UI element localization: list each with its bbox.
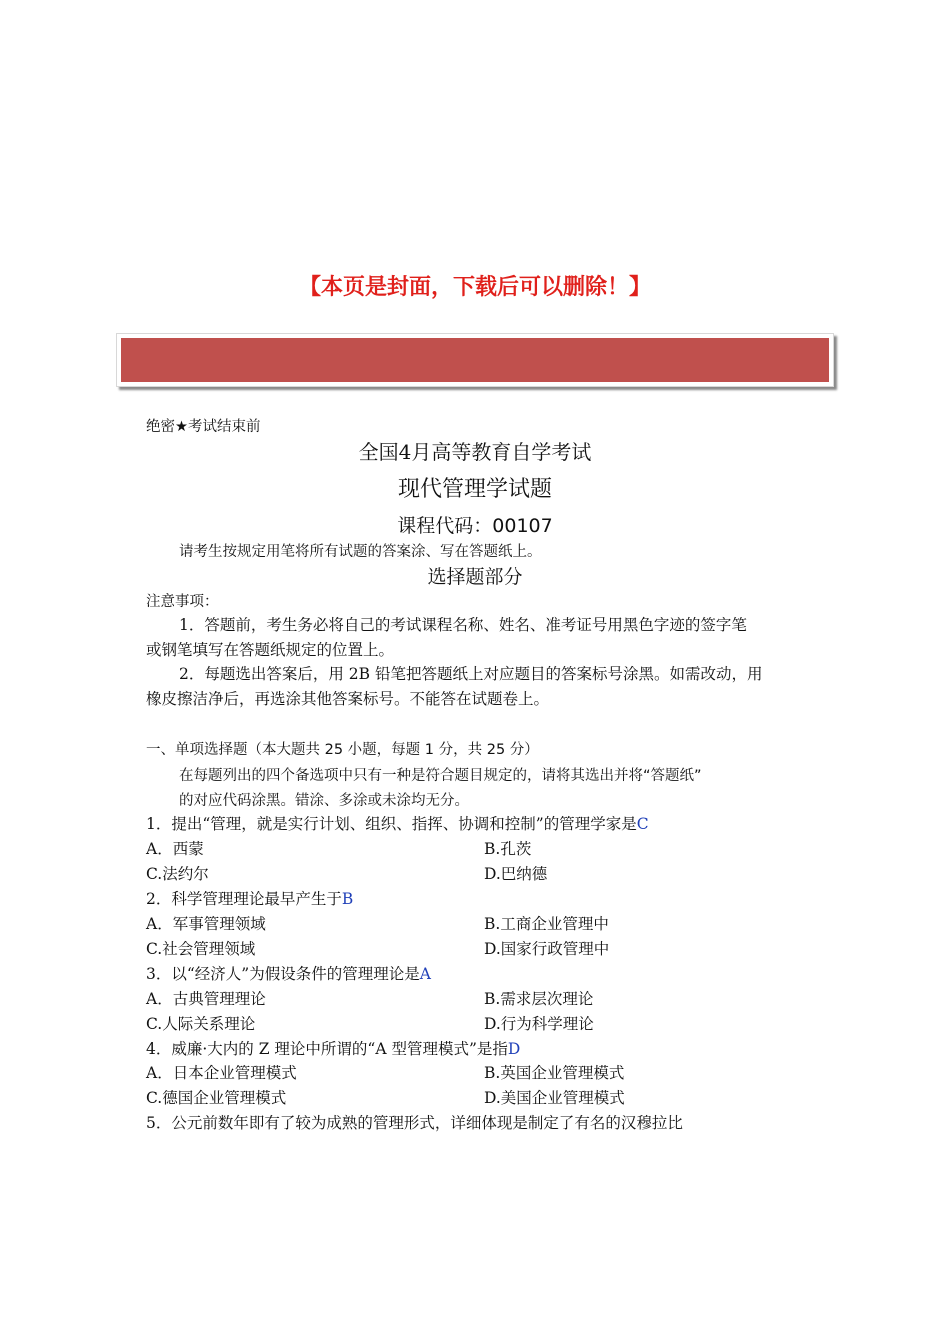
cover-banner (116, 333, 834, 387)
question-2-option-a: A．军事管理领域 (146, 915, 266, 933)
section-title: 选择题部分 (427, 566, 523, 588)
note-2-line-2: 橡皮擦洁净后，再选涂其他答案标号。不能答在试题卷上。 (146, 690, 550, 708)
answer-instruction: 请考生按规定用笔将所有试题的答案涂、写在答题纸上。 (179, 544, 542, 560)
question-answer: D (507, 1040, 521, 1058)
secret-label: 绝密★考试结束前 (146, 419, 261, 435)
question-1-option-d: D.巴纳德 (484, 865, 548, 883)
question-1-option-c: C.法约尔 (146, 865, 209, 883)
question-stem-text: 1．提出“管理，就是实行计划、组织、指挥、协调和控制”的管理学家是 (146, 815, 637, 833)
cover-note: 【本页是封面，下载后可以删除！】 (298, 275, 651, 300)
course-code: 课程代码：00107 (397, 515, 553, 537)
question-answer: A (419, 965, 431, 983)
question-4-option-c: C.德国企业管理模式 (146, 1089, 287, 1107)
question-stem-text: 4．威廉·大内的 Z 理论中所谓的“A 型管理模式”是指 (146, 1040, 508, 1058)
question-1-option-b: B.孔茨 (484, 840, 532, 858)
question-3-option-c: C.人际关系理论 (146, 1015, 256, 1033)
question-3-option-d: D.行为科学理论 (484, 1015, 594, 1033)
question-1-option-a: A．西蒙 (146, 840, 204, 858)
note-1-line-2: 或钢笔填写在答题纸规定的位置上。 (146, 641, 395, 659)
part-1-desc-line-1: 在每题列出的四个备选项中只有一种是符合题目规定的，请将其选出并将“答题纸” (179, 768, 702, 784)
part-1-title: 一、单项选择题（本大题共 25 小题，每题 1 分，共 25 分） (146, 742, 539, 758)
question-2-stem (146, 887, 353, 909)
question-3-stem (146, 962, 431, 984)
question-4-option-a: A．日本企业管理模式 (146, 1064, 297, 1082)
question-stem-text: 3．以“经济人”为假设条件的管理理论是 (146, 965, 420, 983)
cover-banner-bar (121, 338, 829, 382)
question-3-option-a: A．古典管理理论 (146, 990, 266, 1008)
question-4-stem (146, 1037, 520, 1059)
note-2-line-1: 2．每题选出答案后，用 2B 铅笔把答题纸上对应题目的答案标号涂黑。如需改动，用 (179, 665, 763, 683)
question-5-stem: 5．公元前数年即有了较为成熟的管理形式，详细体现是制定了有名的汉穆拉比 (146, 1114, 683, 1132)
question-2-option-b: B.工商企业管理中 (484, 915, 609, 933)
exam-name: 全国4月高等教育自学考试 (358, 440, 592, 464)
part-1-desc-line-2: 的对应代码涂黑。错涂、多涂或未涂均无分。 (179, 793, 469, 809)
question-4-option-d: D.美国企业管理模式 (484, 1089, 625, 1107)
question-2-option-d: D.国家行政管理中 (484, 940, 610, 958)
question-1-stem (146, 812, 649, 834)
question-answer: B (341, 890, 354, 908)
subject-title: 现代管理学试题 (397, 477, 552, 502)
question-answer: C (636, 815, 649, 833)
note-1-line-1: 1．答题前，考生务必将自己的考试课程名称、姓名、准考证号用黑色字迹的签字笔 (179, 616, 747, 634)
question-4-option-b: B.英国企业管理模式 (484, 1064, 625, 1082)
question-2-option-c: C.社会管理领域 (146, 940, 256, 958)
question-3-option-b: B.需求层次理论 (484, 990, 594, 1008)
question-stem-text: 2．科学管理理论最早产生于 (146, 890, 342, 908)
notes-title: 注意事项： (146, 594, 219, 610)
